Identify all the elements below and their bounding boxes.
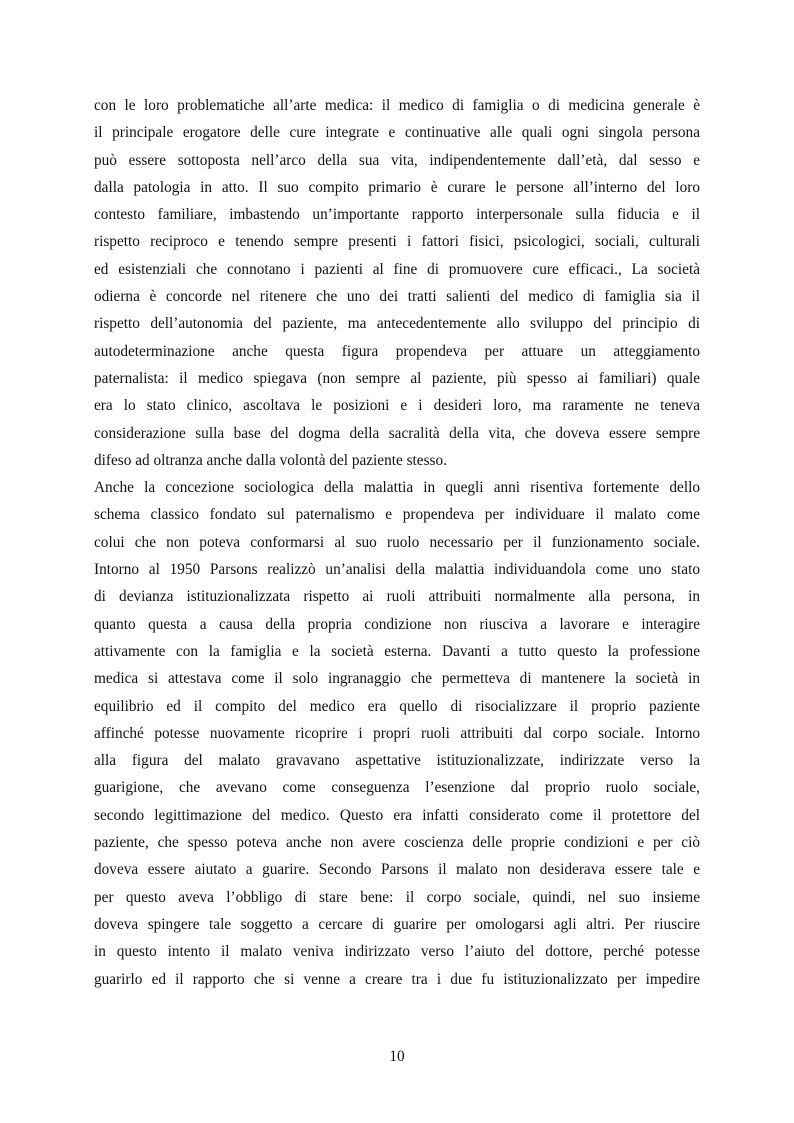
text-line: difeso ad oltranza anche dalla volontà del paziente stesso. [94, 451, 447, 469]
text-line: alla figura del malato gravavano aspettative istituzionalizzate, indirizzate verso la [94, 752, 700, 770]
text-line: Intorno al 1950 Parsons realizzò un’analisi della malattia individuandola come uno stato [94, 561, 700, 579]
text-line: per questo aveva l’obbligo di stare bene: il corpo sociale, quindi, nel suo insieme [94, 888, 700, 906]
text-line: quanto questa a causa della propria condizione non riusciva a lavorare e interagire [94, 615, 700, 633]
text-line: paternalista: il medico spiegava (non sempre al paziente, più spesso ai familiari) quale [94, 369, 700, 387]
text-line: odierna è concorde nel ritenere che uno dei tratti salienti del medico di famiglia sia il [94, 288, 700, 306]
text-line: rispetto reciproco e tenendo sempre presenti i fattori fisici, psicologici, sociali, culturali [94, 233, 700, 251]
text-line: schema classico fondato sul paternalismo e propendeva per individuare il malato come [94, 506, 700, 524]
text-line: attivamente con la famiglia e la società esterna. Davanti a tutto questo la professione [94, 642, 700, 660]
text-line: medica si attestava come il solo ingranaggio che permetteva di mantenere la società in [94, 670, 700, 688]
text-line: ed esistenziali che connotano i pazienti al fine di promuovere cure efficaci., La società [94, 260, 700, 278]
paragraph-1 [94, 92, 700, 474]
text-line: affinché potesse nuovamente ricoprire i propri ruoli attribuiti dal corpo sociale. Intorno [94, 724, 700, 742]
text-line: rispetto dell’autonomia del paziente, ma antecedentemente allo sviluppo del principio di [94, 315, 700, 333]
text-line: può essere sottoposta nell’arco della sua vita, indipendentemente dall’età, dal sesso e [94, 151, 700, 169]
text-line: contesto familiare, imbastendo un’importante rapporto interpersonale sulla fiducia e il [94, 206, 700, 224]
text-line: doveva essere aiutato a guarire. Secondo Parsons il malato non desiderava essere tale e [94, 861, 700, 879]
text-line: guarirlo ed il rapporto che si venne a creare tra i due fu istituzionalizzato per impedire [94, 970, 700, 988]
text-line: in questo intento il malato veniva indirizzato verso l’aiuto del dottore, perché potesse [94, 943, 700, 961]
page-body [94, 92, 700, 993]
text-line: guarigione, che avevano come conseguenza l’esenzione dal proprio ruolo sociale, [94, 779, 700, 797]
text-line: il principale erogatore delle cure integrate e continuative alle quali ogni singola persona [94, 124, 700, 142]
text-line: con le loro problematiche all’arte medica: il medico di famiglia o di medicina generale è [94, 97, 700, 114]
text-line: doveva spingere tale soggetto a cercare di guarire per omologarsi agli altri. Per riuscire [94, 915, 700, 933]
text-line: equilibrio ed il compito del medico era quello di risocializzare il proprio paziente [94, 697, 700, 715]
text-line: Anche la concezione sociologica della malattia in quegli anni risentiva fortemente dello [94, 479, 700, 497]
text-line: di devianza istituzionalizzata rispetto ai ruoli attribuiti normalmente alla persona, in [94, 588, 700, 606]
text-line: dalla patologia in atto. Il suo compito primario è curare le persone all’interno del loro [94, 178, 700, 196]
paragraph-2 [94, 474, 700, 993]
text-line: considerazione sulla base del dogma della sacralità della vita, che doveva essere sempre [94, 424, 700, 442]
text-line: autodeterminazione anche questa figura propendeva per attuare un atteggiamento [94, 342, 700, 360]
text-line: era lo stato clinico, ascoltava le posizioni e i desideri loro, ma raramente ne teneva [94, 397, 700, 415]
text-line: colui che non poteva conformarsi al suo ruolo necessario per il funzionamento sociale. [94, 533, 700, 551]
page-number: 10 [389, 1048, 405, 1065]
text-line: secondo legittimazione del medico. Questo era infatti considerato come il protettore del [94, 806, 700, 824]
text-line: paziente, che spesso poteva anche non avere coscienza delle proprie condizioni e per ciò [94, 834, 700, 852]
